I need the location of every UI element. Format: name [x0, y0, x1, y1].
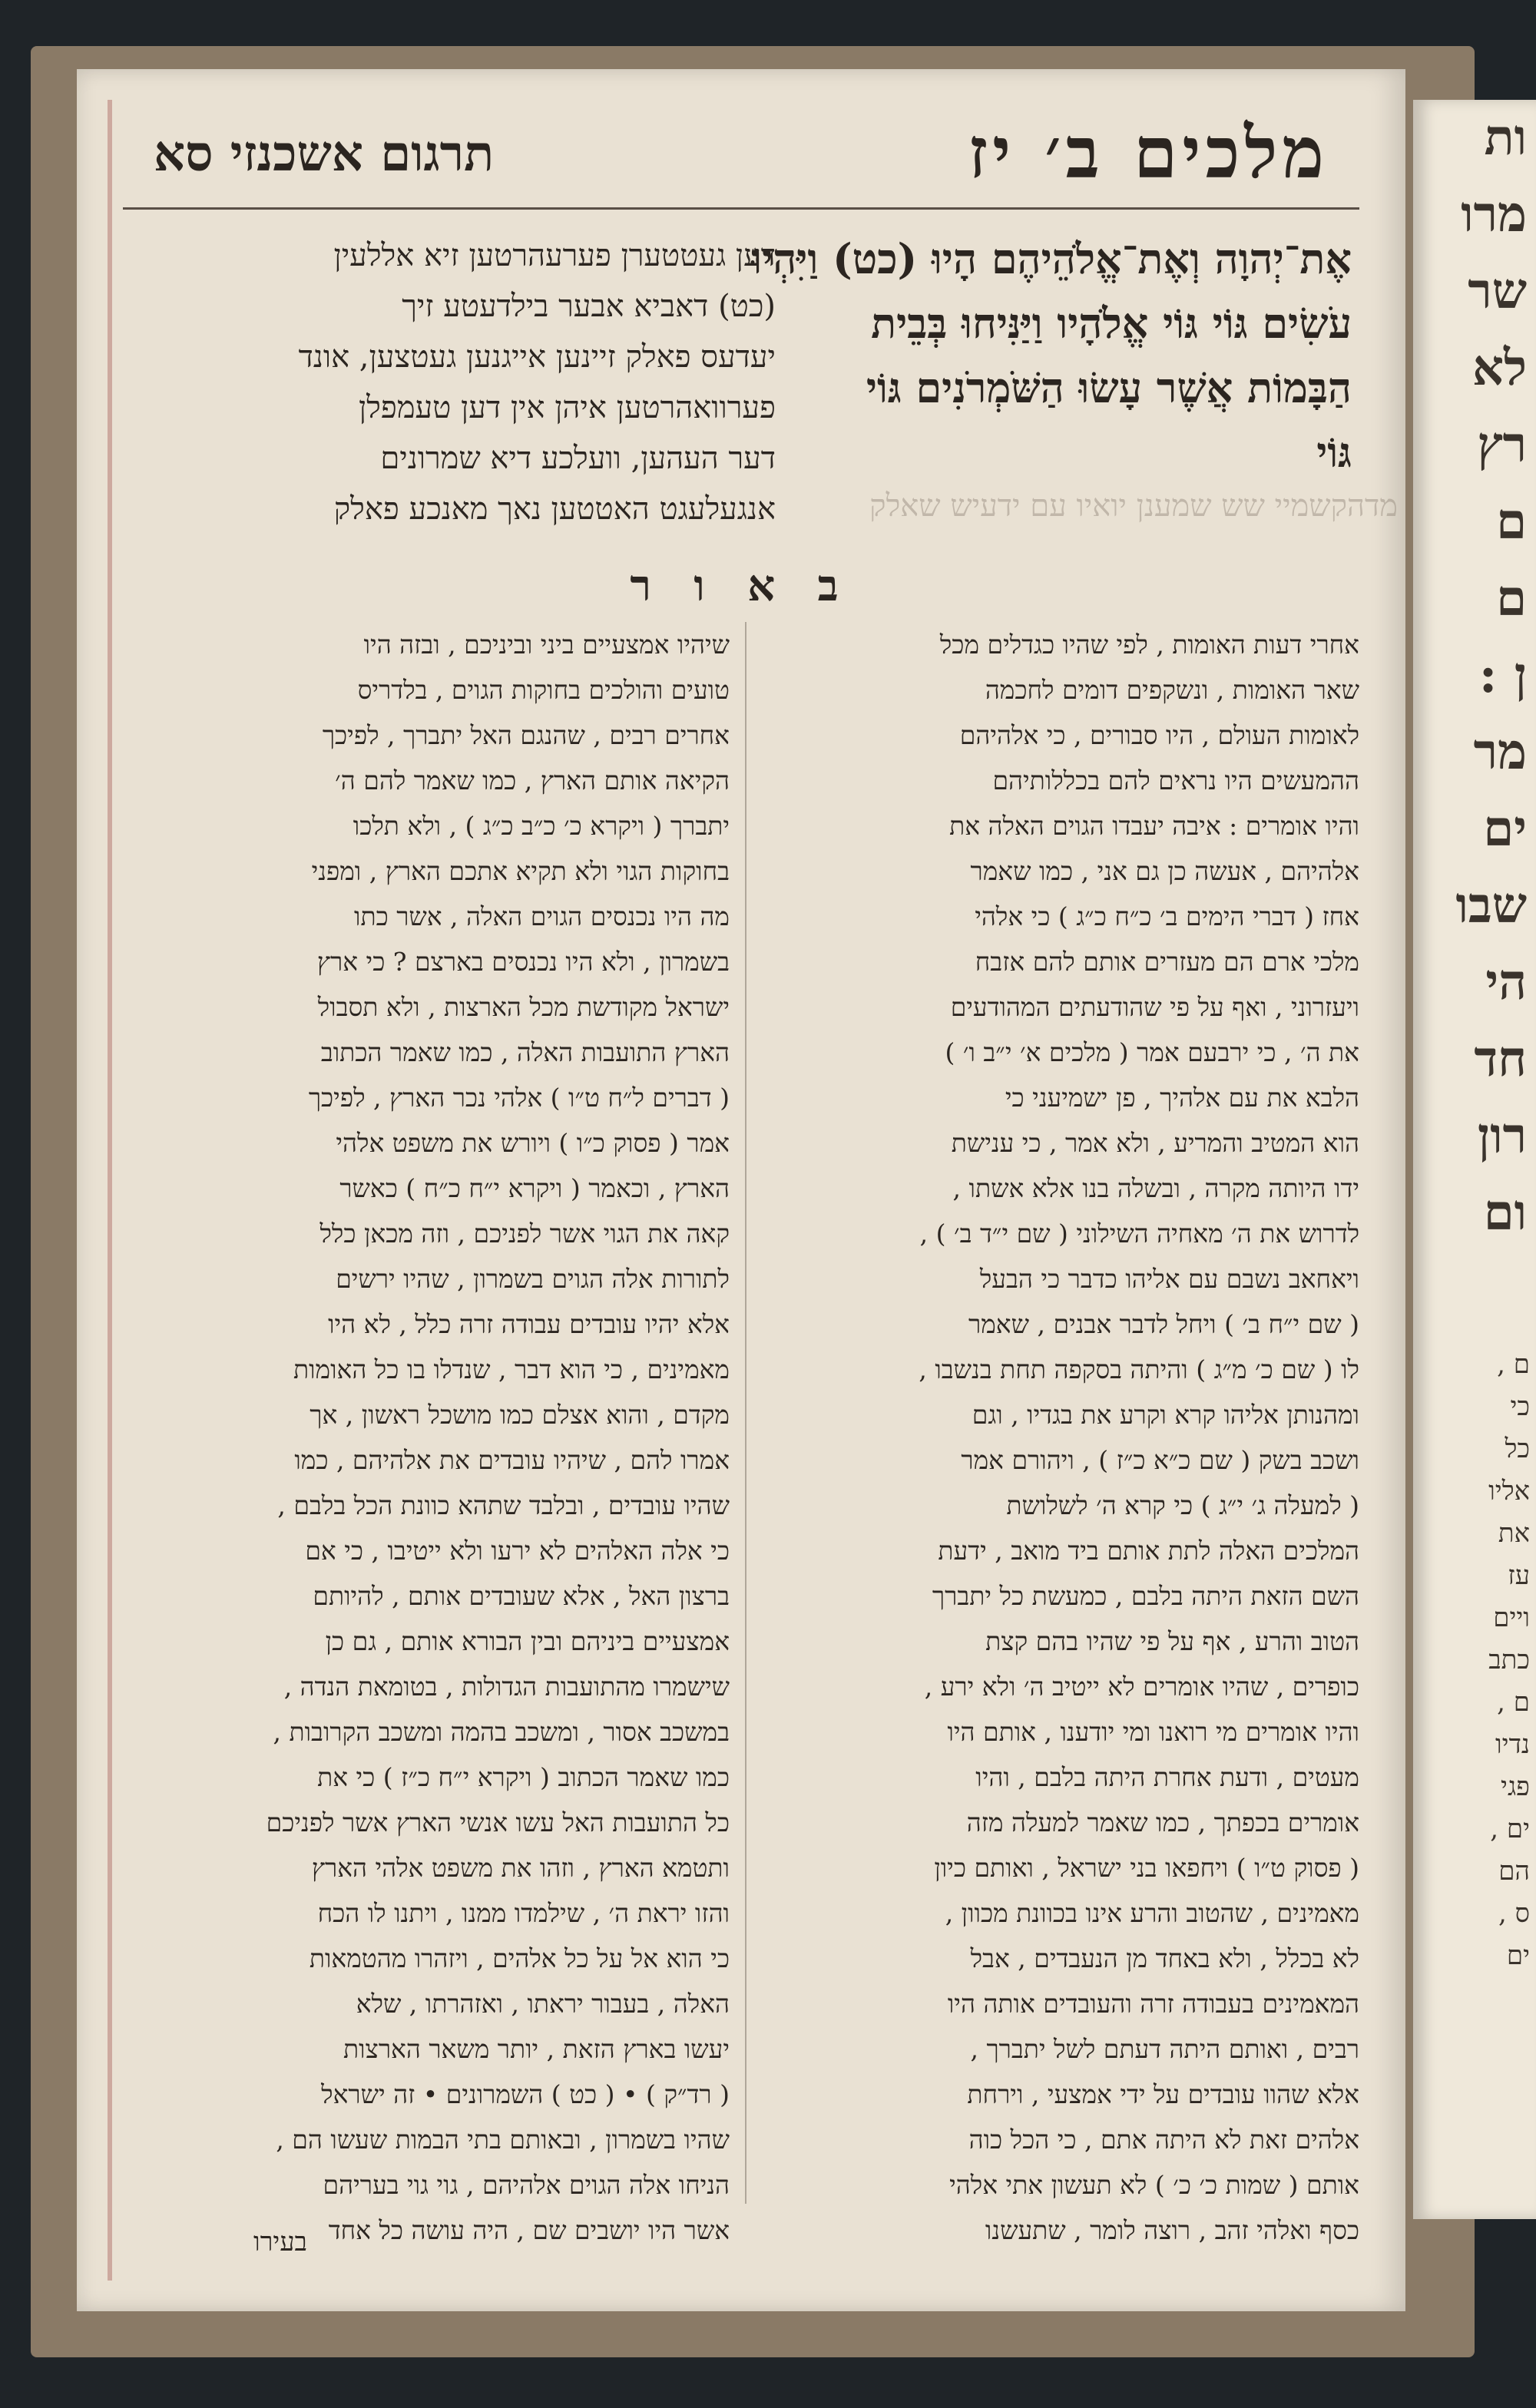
commentary-line: יעשו בארץ הזאת , יותר משאר הארצות [343, 2034, 730, 2064]
facing-page-line: חד [1474, 1030, 1527, 1088]
commentary-line: המאמינים בעבודה זרה והעובדים אותה היו [947, 1989, 1359, 2019]
commentary-line: והיו אומרים : איבה יעבדו הגוים האלה את [949, 811, 1359, 841]
commentary-line: מאמינים , כי הוא דבר , שנדלו בו כל האומות [293, 1354, 730, 1384]
commentary-line: את ה׳ , כי ירבעם אמר ( מלכים א׳ י״ב ו׳ ) [945, 1037, 1359, 1067]
commentary-line: כל התועבות האל עשו אנשי הארץ אשר לפניכם [266, 1808, 730, 1837]
commentary-line: האלה , בעבור יראתו , ואזהרתו , שלא [356, 1989, 730, 2019]
commentary-line: מה היו נכנסים הגוים האלה , אשר כתו [354, 901, 730, 931]
commentary-line: ויאחאב נשבם עם אליהו כדבר כי הבעל [979, 1264, 1359, 1294]
running-title-hebrew: מלכים ב׳ יז [968, 111, 1329, 194]
commentary-line: ( רד״ק ) • ( כט ) השמרונים • זה ישראל [321, 2079, 730, 2109]
targum-line: (כט) דאביא אבער בילדעטע זיך [402, 289, 776, 324]
commentary-line: שיהיו אמצעיים ביני וביניכם , ובזה היו [363, 630, 730, 660]
facing-page-large-text [1413, 100, 1536, 1252]
commentary-line: מלכי ארם הם מעזרים אותם להם אזבח [975, 947, 1359, 977]
commentary-line: כי הוא אל על כל אלהים , ויזהרו מהטמאות [309, 1943, 730, 1973]
commentary-line: לתורות אלה הגוים בשמרון , שהיו ירשים [336, 1264, 730, 1294]
verse-line: הַבָּמוֹת אֲשֶׁר עָשׂוּ הַשֹּׁמְרֹנִים גּוֹי [866, 363, 1352, 412]
commentary-line: הלבא את עם אלהיך , פן ישמיעני כי [1005, 1083, 1359, 1113]
verse-text [751, 227, 1352, 485]
facing-page-line: ות [1484, 109, 1527, 167]
facing-page-line: נדיו [1495, 1729, 1530, 1760]
commentary-line: אותם ( שמות כ׳ כ׳ ) לא תעשון אתי אלהי [949, 2170, 1359, 2200]
commentary-line: אלהים זאת לא היתה אתם , כי הכל כוה [968, 2125, 1359, 2155]
facing-page-line: את [1498, 1518, 1530, 1549]
commentary-line: כי אלה האלהים לא ירעו ולא ייטיבו , כי אם [305, 1536, 730, 1566]
facing-page-line: ים [1483, 800, 1527, 858]
commentary-line: המלכים האלה לתת אותם ביד מואב , ידעת [938, 1536, 1359, 1566]
commentary-line: לא בכלל , ולא באחד מן הנעבדים , אבל [970, 1943, 1359, 1973]
facing-page-line: פגי [1501, 1771, 1530, 1802]
commentary-line: אשר היו יושבים שם , היה עושה כל אחד [328, 2215, 730, 2245]
commentary-left-column [123, 622, 730, 2253]
targum-line: יעדעס פאלק זיינען אייגנען געטצען, אונד [298, 339, 776, 375]
facing-page-line: שר [1468, 263, 1527, 320]
facing-page-line: מרו [1461, 186, 1527, 243]
facing-page-small-text [1413, 1344, 1536, 1977]
page-header [123, 111, 1359, 211]
commentary-line: לאומות העולם , היו סבורים , כי אלהיהם [959, 720, 1359, 750]
facing-page-line: ים [1506, 1940, 1530, 1971]
commentary-line: יתברך ( ויקרא כ׳ כ״ב כ״ג ) , ולא תלכו [353, 811, 730, 841]
commentary-line: ( שם י״ח ב׳ ) ויחל לדבר אבנים , שאמר [968, 1309, 1359, 1339]
header-rule [123, 207, 1359, 210]
commentary-line: והיו אומרים מי רואנו ומי יודענו , אותם היו [947, 1717, 1359, 1747]
commentary-line: רבים , ואותם היתה דעתם לשל יתברך , [970, 2034, 1359, 2064]
facing-page-line: לא [1471, 339, 1527, 397]
commentary-line: אמר ( פסוק כ״ו ) ויורש את משפט אלהי [336, 1128, 730, 1158]
facing-page-line: ויים [1493, 1603, 1530, 1633]
facing-page-line: ם , [1497, 1687, 1530, 1718]
book-page [77, 69, 1405, 2311]
commentary-line: אחרים רבים , שהנגם האל יתברך , לפיכך [322, 720, 730, 750]
facing-page-line: כתב [1488, 1645, 1530, 1675]
commentary-line: לו ( שם כ׳ מ״ג ) והיתה בסקפה תחת בנשבו , [919, 1354, 1359, 1384]
commentary-line: כסף ואלהי זהב , רוצה לומר , שתעשנו [985, 2215, 1359, 2245]
commentary-line: אלא שהוו עובדים על ידי אמצעי , וירחת [967, 2079, 1359, 2109]
facing-page-line: ם [1496, 493, 1527, 551]
targum-line: דער העהען, וועלכע דיא שמרונים [380, 441, 776, 476]
commentary-line: אמצעיים ביניהם ובין הבורא אותם , גם כן [325, 1626, 730, 1656]
commentary-line: ומהנותן אליהו קרא וקרע את בגדיו , וגם [972, 1400, 1359, 1430]
commentary-line: לדרוש את ה׳ מאחיה השילוני ( שם י״ד ב׳ ) , [919, 1219, 1359, 1249]
page-margin-rule [108, 100, 112, 2281]
commentary-line: בשמרון , ולא היו נכנסים בארצם ? כי ארץ [316, 947, 730, 977]
commentary-line: הטוב והרע , אף על פי שהיו בהם קצת [985, 1626, 1359, 1656]
commentary-right-column [753, 622, 1359, 2253]
commentary-line: השם הזאת היתה בלבם , כמעשת כל יתברך [932, 1581, 1359, 1611]
targum-line: פערוואהרטען איהן אין דען טעמפלן [358, 390, 776, 425]
commentary-line: אחרי דעות האומות , לפי שהיו כגדלים מכל [939, 630, 1359, 660]
commentary-line: הקיאה אותם הארץ , כמו שאמר להם ה׳ [335, 766, 730, 796]
catchword: בעירו [253, 2227, 307, 2258]
commentary-line: ויעזרוני , ואף על פי שהודעתים המהודעים [950, 992, 1359, 1022]
commentary-line: הארץ התועבות האלה , כמו שאמר הכתוב [320, 1037, 730, 1067]
commentary-line: מאמינים , שהטוב והרע אינו בכוונת מכוון , [945, 1898, 1359, 1928]
commentary-line: שהיו עובדים , ובלבד שתהא כוונת הכל בלבם , [277, 1490, 730, 1520]
commentary-line: ישראל מקודשת מכל הארצות , ולא תסבול [317, 992, 730, 1022]
facing-page-line: מר [1473, 723, 1527, 781]
commentary-line: והזו יראת ה׳ , שילמדו ממנו , ויתנו לו הכח [317, 1898, 730, 1928]
facing-page-line: רץ [1477, 416, 1527, 474]
commentary-heading: ב א ו ר [630, 561, 852, 611]
commentary-line: הוא המטיב והמריע , ולא אמר , כי ענישת [951, 1128, 1359, 1158]
verse-line: גּוֹי [1316, 428, 1352, 477]
commentary-line: אלהיהם , אעשה כן גם אני , כמו שאמר [970, 856, 1359, 886]
commentary-line: ( למעלה ג׳ י״ג ) כי קרא ה׳ לשלושת [1006, 1490, 1359, 1520]
commentary-line: מעטים , ודעת אחרת היתה בלבם , והיו [975, 1762, 1359, 1792]
verse-line: אֶת־יְהוָה וְאֶת־אֱלֹהֵיהֶם הָיוּ (כט) וַיִּהְיוּ [751, 234, 1352, 283]
commentary-line: ( דברים ל״ח ט״ו ) אלהי נכר הארץ , לפיכך [308, 1083, 730, 1113]
running-title-targum: תרגום אשכנזי סא [154, 125, 495, 183]
facing-page-line: הם [1498, 1856, 1530, 1887]
facing-page-line: רון [1477, 1107, 1527, 1165]
column-divider [745, 622, 746, 2204]
commentary-line: הארץ , וכאמר ( ויקרא י״ח כ״ח ) כאשר [339, 1173, 730, 1203]
facing-page-line: כל [1505, 1434, 1530, 1464]
commentary-line: כמו שאמר הכתוב ( ויקרא י״ח כ״ז ) כי את [317, 1762, 730, 1792]
commentary-line: שהיו בשמרון , ובאותם בתי הבמות שעשו הם , [276, 2125, 730, 2155]
commentary-line: אלא יהיו עובדים עבודה זרה כלל , לא היו [328, 1309, 730, 1339]
bleed-through-text: מדהקשמיי שש שמענן יואיו עם ידעיש שאלק [869, 488, 1398, 524]
facing-page-line: ם [1496, 570, 1527, 627]
commentary-line: מקדם , והוא אצלם כמו מושכל ראשון , אך [310, 1400, 730, 1430]
facing-page-line: הי [1485, 954, 1527, 1011]
targum-line: אנגעלעגט האטטען נאך מאנכע פאלק [333, 491, 776, 527]
facing-page-fragment [1413, 100, 1536, 2219]
commentary-line: טועים והולכים בחוקות הגוים , בלדריס [357, 675, 730, 705]
commentary-line: אחז ( דברי הימים ב׳ כ״ח כ״ג ) כי אלהי [975, 901, 1359, 931]
verse-line: עֹשִׂים גּוֹי גּוֹי אֱלֹהָיו וַיַּנִּיחוּ בְּבֵית [871, 299, 1352, 348]
commentary-line: כופרים , שהיו אומרים לא ייטיב ה׳ ולא ירע , [924, 1672, 1359, 1702]
commentary-line: ידו היותה מקרה , ובשלה בנו אלא אשתו , [952, 1173, 1359, 1203]
commentary-line: ההמעשים היו נראים להם בכללותיהם [992, 766, 1359, 796]
commentary-line: שאר האומות , ונשקפים דומים לחכמה [985, 675, 1359, 705]
facing-page-line: ום [1483, 1184, 1527, 1242]
facing-page-line: עז [1508, 1560, 1530, 1591]
commentary-line: בחוקות הגוי ולא תקיא אתכם הארץ , ומפני [311, 856, 730, 886]
commentary-line: ותטמא הארץ , וזהו את משפט אלהי הארץ [311, 1853, 730, 1883]
facing-page-line: שבו [1455, 877, 1527, 934]
commentary-line: במשכב אסור , ומשכב בהמה ומשכב הקרובות , [273, 1717, 730, 1747]
commentary-line: ( פסוק ט״ו ) ויחפאו בני ישראל , ואותם כיון [934, 1853, 1359, 1883]
facing-page-line: ס , [1498, 1898, 1530, 1929]
facing-page-line: ן : [1478, 647, 1527, 704]
targum-line: דען געטטערן פערעהרטען זיא אללעין [333, 238, 776, 273]
facing-page-line: אליו [1488, 1476, 1530, 1507]
commentary-line: שישמרו מהתועבות הגדולות , בטומאת הנדה , [283, 1672, 730, 1702]
commentary-line: הניחו אלה הגוים אלהיהם , גוי גוי בעריהם [323, 2170, 730, 2200]
commentary-line: ושכב בשק ( שם כ״א כ״ז ) , ויהורם אמר [961, 1445, 1359, 1475]
commentary-line: אומרים בכפתך , כמו שאמר למעלה מזה [966, 1808, 1359, 1837]
commentary-line: אמרו להם , שיהיו עובדים את אלהיהם , כמו [294, 1445, 730, 1475]
commentary-line: ברצון האל , אלא שעובדים אותם , להיותם [313, 1581, 730, 1611]
facing-page-line: ם , [1497, 1349, 1530, 1380]
commentary-line: קאה את הגוי אשר לפניכם , וזה מכאן כלל [319, 1219, 730, 1249]
facing-page-line: ים , [1490, 1814, 1530, 1844]
facing-page-line: כי [1510, 1391, 1530, 1422]
